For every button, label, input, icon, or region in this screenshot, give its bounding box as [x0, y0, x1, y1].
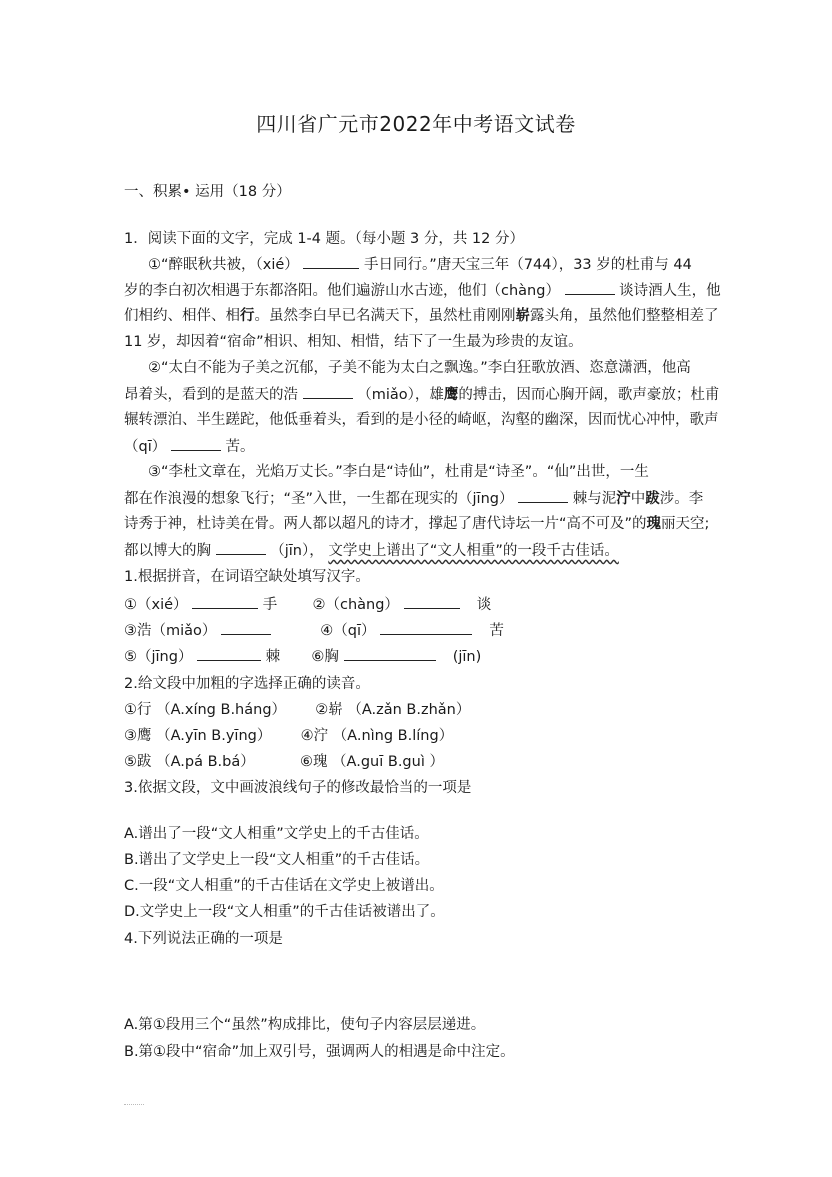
q2-row3 — [124, 752, 724, 772]
text-run: 诗秀于神，杜诗美在骨。两人都以超凡的诗才，撑起了唐代诗坛一片“高不可及”的 — [124, 516, 647, 532]
text-run: 丽天空; — [661, 516, 710, 532]
bold-char: 鹰 — [443, 387, 459, 403]
bold-char: 行 — [240, 308, 255, 324]
q2-row1 — [124, 700, 724, 720]
fill-blank — [192, 594, 258, 609]
faint-mark — [124, 1104, 144, 1105]
fill-blank — [344, 646, 436, 661]
q3-option-d: D.文学史上一段“文人相重”的千古佳话被谱出了。 — [124, 904, 445, 920]
passage-p3-line3 — [124, 514, 724, 534]
text-run: 岁的李白初次相遇于东都洛阳。他们遍游山水古迹，他们（chàng） — [124, 283, 560, 299]
passage-p2-line1: ②“太白不能为子美之沉郁，子美不能为太白之飘逸。”李白狂歌放酒、恣意潇洒，他高 — [148, 360, 691, 376]
passage-p3-line1: ③“李杜文章在，光焰万丈长。”李白是“诗仙”，杜甫是“诗圣”。“仙”出世，一生 — [148, 464, 649, 480]
q1-row3 — [124, 646, 724, 667]
fill-blank — [171, 436, 221, 451]
text-run: ⑥胸 — [311, 649, 339, 665]
text-run: 手日同行。”唐天宝三年（744），33 岁的杜甫与 44 — [364, 257, 692, 273]
fill-blank — [380, 620, 472, 635]
text-run: 中 — [630, 491, 646, 507]
q1-stem: 1.根据拼音，在词语空缺处填写汉字。 — [124, 569, 370, 585]
fill-blank — [565, 280, 615, 295]
text-run: 昂着头，看到的是蓝天的浩 — [124, 387, 298, 403]
section-heading: 一、积累• 运用（18 分） — [124, 184, 291, 200]
passage-p3-line2 — [124, 488, 724, 509]
fill-blank — [404, 594, 460, 609]
text-run: ⑤跋 （A.pá B.bá） — [124, 754, 255, 770]
text-run: ⑥瑰 （A.guī B.guì ） — [299, 754, 444, 770]
bold-char: 跋 — [645, 491, 660, 507]
passage-p1-line4: 11 岁，却因着“宿命”相识、相知、相惜，结下了一生最为珍贵的友谊。 — [124, 334, 583, 350]
bold-char: 泞 — [616, 491, 631, 507]
text-run: ④泞 （A.nìng B.líng） — [300, 728, 454, 744]
q3-stem: 3.依据文段，文中画波浪线句子的修改最恰当的一项是 — [124, 780, 472, 796]
text-run: 棘与泥 — [572, 491, 617, 507]
text-run: 们相约、相伴、相 — [124, 308, 240, 324]
text-run: ③鹰 （A.yīn B.yīng） — [124, 728, 272, 744]
fill-blank — [216, 540, 266, 555]
passage-p1-line2 — [124, 280, 724, 301]
page-title: 四川省广元市2022年中考语文试卷 — [256, 112, 576, 136]
q1-row1 — [124, 594, 724, 615]
text-run: ①（xié） — [124, 597, 188, 613]
fill-blank — [303, 254, 359, 269]
q4-stem: 4.下列说法正确的一项是 — [124, 931, 283, 947]
fill-blank — [518, 488, 568, 503]
question-intro: 1．阅读下面的文字，完成 1-4 题。（每小题 3 分，共 12 分） — [124, 231, 524, 247]
text-run: 谈 — [476, 597, 492, 613]
text-run: ⑤（jīng） — [124, 649, 193, 665]
wavy-underlined-sentence: 文学史上谱出了“文人相重”的一段千古佳话。 — [328, 543, 619, 559]
passage-p2-line4 — [124, 436, 724, 457]
fill-blank — [303, 384, 353, 399]
fill-blank — [221, 620, 271, 635]
text-run: ④（qī） — [320, 623, 376, 639]
text-run: ③浩（miǎo） — [124, 623, 217, 639]
passage-p2-line2 — [124, 384, 724, 405]
text-run: 的搏击，因而心胸开阔，歌声豪放；杜甫 — [458, 387, 720, 403]
text-run: （jīn）， — [270, 543, 324, 559]
fill-blank — [197, 646, 261, 661]
text-run: ②崭 （A.zǎn B.zhǎn） — [315, 702, 471, 718]
text-run: 。虽然李白早已名满天下，虽然杜甫刚刚 — [254, 308, 516, 324]
bold-char: 瑰 — [646, 516, 662, 532]
q2-stem: 2.给文段中加粗的字选择正确的读音。 — [124, 676, 370, 692]
q4-option-a: A.第①段用三个“虽然”构成排比，使句子内容层层递进。 — [124, 1017, 486, 1033]
q1-row2 — [124, 620, 724, 641]
q3-option-c: C.一段“文人相重”的千古佳话在文学史上被谱出。 — [124, 878, 444, 894]
text-run: 苦。 — [225, 439, 255, 455]
q2-row2 — [124, 726, 724, 746]
text-run: 棘 — [265, 649, 281, 665]
text-run: (jīn) — [452, 649, 482, 665]
text-run: 露头角，虽然他们整整相差了 — [530, 308, 719, 324]
bold-char: 崭 — [515, 308, 530, 324]
text-run: 手 — [262, 597, 278, 613]
text-run: （miǎo），雄 — [357, 387, 444, 403]
text-run: ①行 （A.xíng B.háng） — [124, 702, 287, 718]
text-run: 谈诗酒人生，他 — [619, 283, 721, 299]
text-run: （qī） — [124, 439, 167, 455]
q3-option-a: A.谱出了一段“文人相重”文学史上的千古佳话。 — [124, 826, 429, 842]
passage-p3-line4 — [124, 540, 724, 561]
passage-p1-line1 — [148, 254, 748, 275]
text-run: ②（chàng） — [312, 597, 399, 613]
q4-option-b: B.第①段中“宿命”加上双引号，强调两人的相遇是命中注定。 — [124, 1044, 515, 1060]
text-run: 苦 — [489, 623, 504, 639]
passage-p1-line3 — [124, 306, 724, 326]
q3-option-b: B.谱出了文学史上一段“文人相重”的千古佳话。 — [124, 852, 430, 868]
text-run: 都以博大的胸 — [124, 543, 211, 559]
text-run: 涉。李 — [659, 491, 704, 507]
passage-p2-line3: 辗转漂泊、半生蹉跎，他低垂着头，看到的是小径的崎岖，沟壑的幽深，因而忧心冲忡，歌声 — [124, 412, 719, 428]
text-run: ①“醉眠秋共被，（xié） — [148, 257, 299, 273]
text-run: 都在作浪漫的想象飞行；“圣”入世，一生都在现实的（jīng） — [124, 491, 514, 507]
